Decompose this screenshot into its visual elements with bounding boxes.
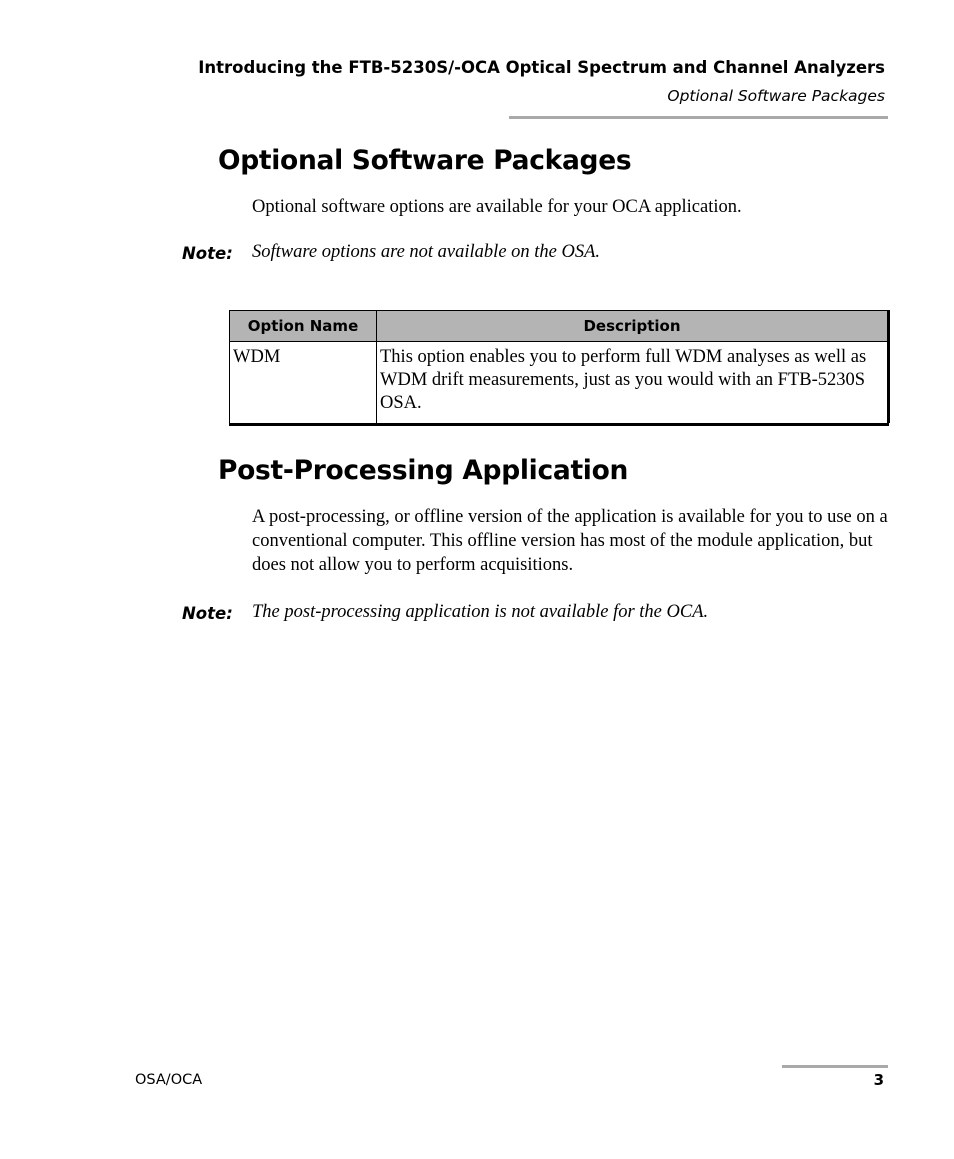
option-description-cell: This option enables you to perform full WDM analyses as well as WDM drift measurements, just as you would with an FTB-5230S OSA. <box>377 344 889 423</box>
section-heading-optional-software: Optional Software Packages <box>218 145 632 176</box>
running-header-section: Optional Software Packages <box>667 87 885 105</box>
footer-rule <box>782 1065 888 1068</box>
column-header-option-name: Option Name <box>230 311 377 342</box>
option-name-cell: WDM <box>230 344 377 423</box>
footer-product-name: OSA/OCA <box>135 1072 203 1088</box>
note-label: Note: <box>182 244 233 263</box>
note-label-2: Note: <box>182 604 233 623</box>
note-text: Software options are not available on the OSA. <box>252 242 601 262</box>
section-intro-paragraph: Optional software options are available for your OCA application. <box>252 197 742 217</box>
header-rule <box>509 116 888 119</box>
page-number: 3 <box>873 1071 884 1089</box>
table-row <box>230 344 889 423</box>
column-header-description: Description <box>377 311 889 342</box>
options-table <box>229 310 890 426</box>
table-header-row <box>230 311 889 342</box>
table-bottom-border <box>230 423 889 426</box>
section-heading-post-processing: Post-Processing Application <box>218 455 629 486</box>
running-header-title: Introducing the FTB-5230S/-OCA Optical Spectrum and Channel Analyzers <box>198 58 885 77</box>
post-processing-paragraph: A post-processing, or offline version of the application is available for you to use on a conventional computer. This offline version has most of the module application, but does not allow you to perform acquisitions. <box>252 507 888 575</box>
note-text-2: The post-processing application is not available for the OCA. <box>252 602 709 622</box>
